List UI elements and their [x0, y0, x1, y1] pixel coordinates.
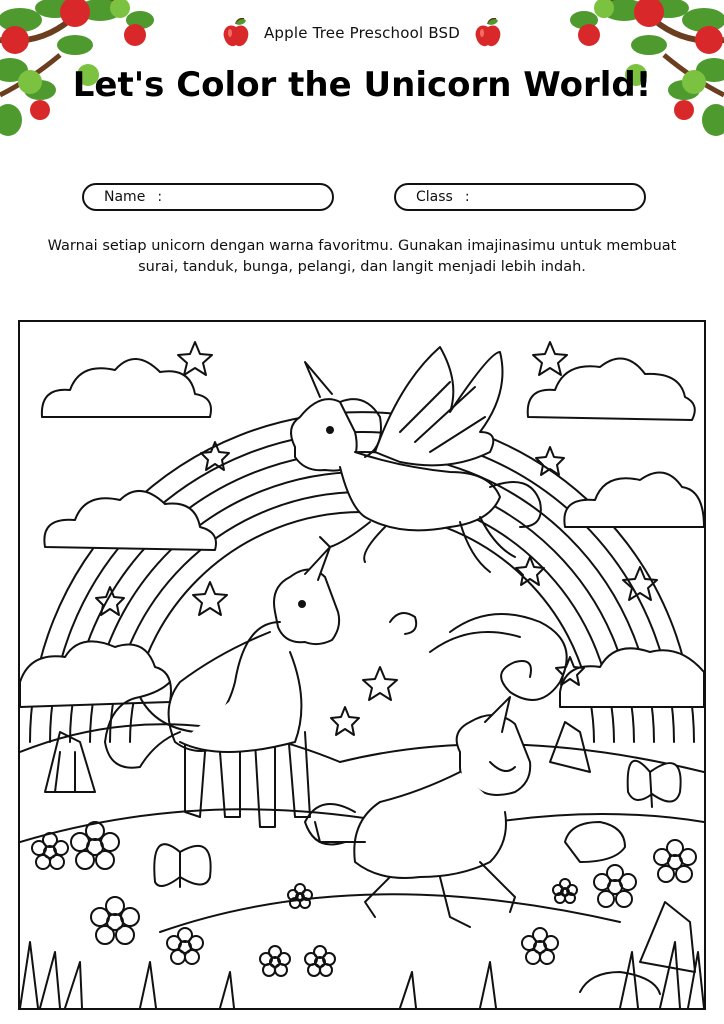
name-separator: : — [157, 189, 163, 205]
instructions-text: Warnai setiap unicorn dengan warna favoritmu. Gunakan imajinasimu untuk membuat surai, tanduk, bunga, pelangi, dan langit menjadi lebih indah. — [47, 238, 677, 275]
hill — [20, 724, 704, 772]
crystal — [640, 902, 695, 972]
apple-icon — [474, 18, 502, 48]
coloring-page-frame — [18, 320, 706, 1010]
rock — [565, 822, 625, 862]
flying-unicorn — [291, 347, 541, 572]
class-field[interactable] — [394, 183, 646, 211]
running-unicorn — [305, 697, 530, 927]
cloud — [560, 648, 704, 707]
school-name: Apple Tree Preschool BSD — [263, 24, 461, 42]
hill — [160, 894, 620, 932]
cloud — [564, 472, 704, 527]
butterfly — [154, 844, 210, 887]
class-separator: : — [464, 189, 470, 205]
butterfly — [628, 761, 681, 807]
apple-icon — [222, 18, 250, 48]
page-title: Let's Color the Unicorn World! — [72, 65, 652, 105]
name-label: Name — [104, 189, 146, 205]
school-header — [0, 18, 724, 48]
crystal — [550, 722, 590, 772]
class-label: Class — [416, 189, 453, 205]
magic-swirl — [450, 614, 567, 700]
rock — [580, 972, 660, 994]
cloud — [528, 358, 695, 420]
cloud — [44, 491, 216, 550]
unicorn-coloring-illustration — [20, 322, 704, 1008]
name-field[interactable] — [82, 183, 334, 211]
